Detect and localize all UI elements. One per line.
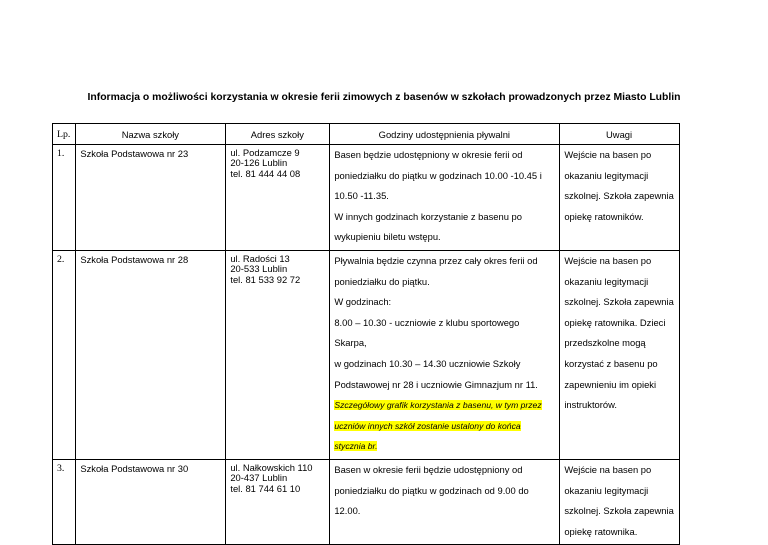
address-street: ul. Podzamcze 9 bbox=[230, 147, 300, 158]
address-street: ul. Nałkowskich 110 bbox=[230, 461, 313, 473]
notes-line: szkolnej. Szkoła zapewnia bbox=[564, 505, 674, 517]
address-street: ul. Radości 13 bbox=[230, 252, 290, 264]
header-lp: Lp. bbox=[53, 124, 76, 145]
row-address bbox=[226, 145, 330, 251]
hours-line: poniedziałku do piątku w godzinach 10.00 -10.45 i bbox=[334, 169, 542, 181]
header-notes: Uwagi bbox=[560, 124, 679, 145]
notes-line: okazaniu legitymacji bbox=[564, 169, 649, 181]
notes-line: opiekę ratownika. Dzieci bbox=[564, 316, 666, 328]
notes-line: korzystać z basenu po bbox=[564, 357, 658, 369]
notes-line: opiekę ratowników. bbox=[564, 210, 644, 222]
row-school-name: Szkoła Podstawowa nr 23 bbox=[76, 145, 226, 251]
hours-line: Basen będzie udostępniony w okresie ferii od bbox=[334, 149, 523, 160]
address-city: 20-437 Lublin bbox=[230, 472, 288, 484]
highlighted-note: stycznia br. bbox=[334, 441, 378, 452]
notes-line: przedszkolne mogą bbox=[564, 337, 646, 349]
table-row bbox=[53, 459, 680, 544]
hours-line: Podstawowej nr 28 i uczniowie Gimnazjum nr 11. bbox=[334, 378, 538, 390]
notes-line: Wejście na basen po bbox=[564, 149, 652, 160]
hours-line: W innych godzinach korzystanie z basenu po bbox=[334, 210, 522, 222]
row-hours bbox=[330, 250, 560, 459]
table-row bbox=[53, 250, 680, 459]
notes-line: Wejście na basen po bbox=[564, 463, 652, 475]
row-lp: 1. bbox=[53, 145, 76, 251]
document-title: Informacja o możliwości korzystania w okresie ferii zimowych z basenów w szkołach prowadzonych przez Miasto Lublin bbox=[87, 92, 681, 103]
row-school-name: Szkoła Podstawowa nr 30 bbox=[76, 459, 226, 544]
row-notes bbox=[560, 459, 679, 544]
header-name: Nazwa szkoły bbox=[76, 124, 226, 145]
highlighted-note: Szczegółowy grafik korzystania z basenu, w tym przez bbox=[334, 400, 542, 411]
row-lp: 3. bbox=[53, 459, 76, 544]
row-address bbox=[226, 250, 330, 459]
row-address bbox=[226, 459, 330, 544]
row-notes bbox=[560, 145, 679, 251]
highlighted-note: uczniów innych szkół zostanie ustalony do końca bbox=[334, 420, 521, 431]
hours-line: Pływalnia będzie czynna przez cały okres ferii od bbox=[334, 254, 538, 266]
row-hours bbox=[330, 145, 560, 251]
notes-line: zapewnieniu im opieki bbox=[564, 378, 657, 390]
table-header-row bbox=[53, 124, 680, 145]
header-hours: Godziny udostępnienia pływalni bbox=[330, 124, 560, 145]
notes-line: instruktorów. bbox=[564, 399, 617, 411]
address-phone: tel. 81 744 61 10 bbox=[230, 482, 301, 494]
notes-line: okazaniu legitymacji bbox=[564, 275, 649, 287]
hours-line: 8.00 – 10.30 - uczniowie z klubu sportowego bbox=[334, 316, 520, 328]
hours-line: Basen w okresie ferii będzie udostępniony od bbox=[334, 463, 523, 475]
notes-line: okazaniu legitymacji bbox=[564, 484, 649, 496]
address-phone: tel. 81 444 44 08 bbox=[230, 167, 301, 179]
hours-line: 10.50 -11.35. bbox=[334, 190, 389, 202]
row-school-name: Szkoła Podstawowa nr 28 bbox=[76, 250, 226, 459]
hours-line: w godzinach 10.30 – 14.30 uczniowie Szkoły bbox=[334, 357, 521, 369]
hours-line: 12.00. bbox=[334, 505, 361, 517]
row-hours bbox=[330, 459, 560, 544]
table-row bbox=[53, 145, 680, 251]
hours-line: wykupieniu biletu wstępu. bbox=[334, 231, 441, 243]
row-notes bbox=[560, 250, 679, 459]
notes-line: szkolnej. Szkoła zapewnia bbox=[564, 190, 674, 202]
notes-line: Wejście na basen po bbox=[564, 254, 652, 266]
address-city: 20-533 Lublin bbox=[230, 263, 288, 275]
hours-line: poniedziałku do piątku. bbox=[334, 275, 430, 287]
hours-line: W godzinach: bbox=[334, 296, 392, 308]
notes-line: opiekę ratownika. bbox=[564, 525, 638, 537]
row-lp: 2. bbox=[53, 250, 76, 459]
schools-table bbox=[52, 123, 680, 545]
hours-line: poniedziałku do piątku w godzinach od 9.00 do bbox=[334, 484, 529, 496]
hours-line: Skarpa, bbox=[334, 337, 367, 349]
address-phone: tel. 81 533 92 72 bbox=[230, 273, 301, 285]
header-address: Adres szkoły bbox=[226, 124, 330, 145]
notes-line: szkolnej. Szkoła zapewnia bbox=[564, 296, 674, 308]
address-city: 20-126 Lublin bbox=[230, 157, 288, 169]
